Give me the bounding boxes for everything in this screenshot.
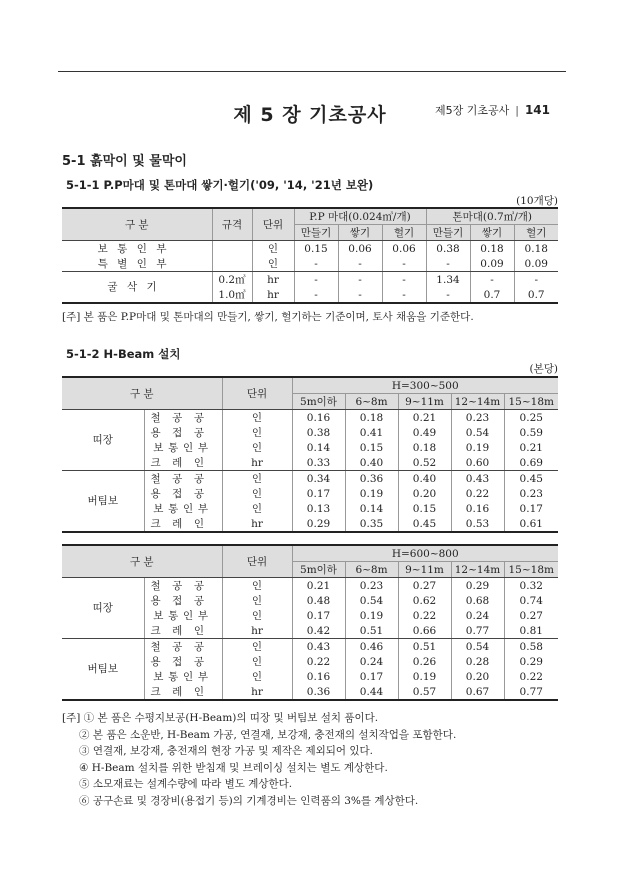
th-length: 15~18m <box>504 562 558 578</box>
header-rule <box>58 71 566 72</box>
note-line: ② 본 품은 소운반, H-Beam 가공, 연결재, 보강재, 충전재의 설치작업을 포함한다. <box>79 728 457 741</box>
row-item: 보통인부 <box>144 608 222 623</box>
cell-value: 0.06 <box>382 241 426 257</box>
cell-value: 0.41 <box>345 425 398 440</box>
row-item: 크레인 <box>144 516 222 532</box>
cell-value: 0.14 <box>345 501 398 516</box>
cell-value: 0.54 <box>451 425 504 440</box>
th-sub: 쌓기 <box>470 225 514 241</box>
header-text: 제5장 기초공사 | 141 <box>434 103 550 117</box>
cell-value: 0.22 <box>519 670 543 683</box>
table1-unit: (10개당) <box>516 195 558 207</box>
cell-value: 0.29 <box>451 578 504 594</box>
header-section: 제5장 기초공사 <box>434 104 510 117</box>
cell-unit: 인 <box>222 654 292 669</box>
cell-value: 0.17 <box>519 502 543 515</box>
cell-value: 0.19 <box>345 608 398 623</box>
cell-value: 0.51 <box>398 639 451 655</box>
cell-value: 0.21 <box>519 441 543 454</box>
th-length: 6~8m <box>345 394 398 410</box>
cell-value: 0.13 <box>292 501 345 516</box>
cell-value: 0.27 <box>398 578 451 594</box>
row-item: 용접공 <box>144 425 222 440</box>
table1-note: [주] 본 품은 P.P마대 및 톤마대의 만들기, 쌓기, 헐기하는 기준이며, 토사 채움을 기준한다. <box>62 311 474 323</box>
cell-value: 0.36 <box>292 684 345 700</box>
th-sub: 헐기 <box>382 225 426 241</box>
cell-value: 0.22 <box>398 608 451 623</box>
cell-value: 0.24 <box>451 608 504 623</box>
th-beam-range: H=600~800 <box>292 545 558 562</box>
page-number: 141 <box>524 103 550 117</box>
running-header <box>0 50 620 117</box>
cell-value: 0.19 <box>398 669 451 684</box>
cell-value: 0.27 <box>519 609 543 622</box>
th-division: 구 분 <box>62 208 212 241</box>
cell-value: 0.15 <box>345 440 398 455</box>
cell-unit: 인 <box>222 425 292 440</box>
cell-value: 0.74 <box>519 594 543 607</box>
th-length: 15~18m <box>504 394 558 410</box>
cell-unit: hr <box>222 455 292 471</box>
note-line: ④ H-Beam 설치를 위한 받침재 및 브레이싱 설치는 별도 계상한다. <box>79 761 388 774</box>
cell-value: 0.48 <box>292 593 345 608</box>
cell-value: 0.38 <box>292 425 345 440</box>
th-length: 9~11m <box>398 562 451 578</box>
cell-value: 0.20 <box>451 669 504 684</box>
table-row <box>62 241 558 257</box>
cell-value: 0.34 <box>292 471 345 487</box>
table-hbeam-600-800 <box>62 544 558 701</box>
cell-value: 0.38 <box>426 241 470 257</box>
table-row <box>62 578 558 594</box>
chapter-title: 제 5 장 기초공사 <box>233 104 387 126</box>
cell-value: 0.06 <box>338 241 382 257</box>
th-length: 5m이하 <box>292 394 345 410</box>
th-sub: 만들기 <box>294 225 338 241</box>
subsection-heading-511: 5-1-1 P.P마대 및 톤마대 쌓기·헐기('09, '14, '21년 보완) <box>66 178 374 192</box>
cell-unit: 인 <box>222 639 292 655</box>
cell-value: 0.29 <box>292 516 345 532</box>
cell-value: 0.45 <box>519 472 543 485</box>
cell-value: 0.18 <box>470 241 514 257</box>
cell-value: 0.17 <box>292 486 345 501</box>
cell-value: 0.53 <box>451 516 504 532</box>
cell-value: 0.16 <box>292 669 345 684</box>
cell-unit: hr <box>222 623 292 639</box>
cell-value: 0.43 <box>292 639 345 655</box>
th-length: 9~11m <box>398 394 451 410</box>
row-label: 보통인부 <box>62 241 212 257</box>
section-heading: 5-1 흙막이 및 물막이 <box>62 154 187 169</box>
cell-unit: hr <box>252 287 294 303</box>
row-item: 보통인부 <box>144 501 222 516</box>
cell-value: - <box>294 272 338 288</box>
th-unit: 단위 <box>222 545 292 578</box>
cell-value: 0.28 <box>451 654 504 669</box>
cell-unit: hr <box>222 516 292 532</box>
group-label: 버팀보 <box>62 639 144 701</box>
cell-value: 0.44 <box>345 684 398 700</box>
row-item: 철공공 <box>144 639 222 655</box>
cell-value: - <box>382 287 426 303</box>
cell-value: 0.49 <box>398 425 451 440</box>
th-sub: 헐기 <box>514 225 558 241</box>
cell-value: - <box>426 256 470 272</box>
cell-value: 0.18 <box>345 410 398 426</box>
cell-value: 0.17 <box>345 669 398 684</box>
table-row <box>62 471 558 487</box>
cell-value: 0.09 <box>470 256 514 272</box>
cell-value: - <box>534 273 539 286</box>
cell-value: 0.32 <box>519 579 543 592</box>
th-unit: 단위 <box>252 208 294 241</box>
table-row <box>62 256 558 272</box>
cell-value: 0.17 <box>292 608 345 623</box>
cell-value: 0.66 <box>398 623 451 639</box>
cell-value: 0.19 <box>345 486 398 501</box>
th-sub: 쌓기 <box>338 225 382 241</box>
cell-value: 0.68 <box>451 593 504 608</box>
cell-unit: 인 <box>222 440 292 455</box>
cell-value: 0.29 <box>519 655 543 668</box>
cell-unit: 인 <box>252 241 294 257</box>
cell-value: 0.14 <box>292 440 345 455</box>
cell-value: 0.60 <box>451 455 504 471</box>
cell-value: - <box>294 287 338 303</box>
table-row <box>62 410 558 426</box>
cell-value: 0.7 <box>470 287 514 303</box>
row-item: 철공공 <box>144 471 222 487</box>
row-label: 특별인부 <box>62 256 212 272</box>
cell-value: 0.20 <box>398 486 451 501</box>
cell-value: - <box>338 287 382 303</box>
subsection-heading-512: 5-1-2 H-Beam 설치 <box>66 347 181 361</box>
th-length: 5m이하 <box>292 562 345 578</box>
cell-value: 0.23 <box>451 410 504 426</box>
cell-unit: 인 <box>222 578 292 594</box>
cell-unit: 인 <box>222 608 292 623</box>
cell-value: 0.15 <box>398 501 451 516</box>
cell-value: 0.45 <box>398 516 451 532</box>
cell-value: 0.21 <box>398 410 451 426</box>
cell-value: 0.59 <box>519 426 543 439</box>
cell-value: 1.34 <box>426 272 470 288</box>
row-item: 크레인 <box>144 623 222 639</box>
th-length: 12~14m <box>451 394 504 410</box>
cell-value: 0.16 <box>451 501 504 516</box>
th-unit: 단위 <box>222 377 292 410</box>
group-label: 띠장 <box>62 578 144 639</box>
row-item: 철공공 <box>144 410 222 426</box>
cell-value: 0.77 <box>504 684 558 700</box>
cell-value: 0.26 <box>398 654 451 669</box>
th-pp-bag: P.P 마대(0.024㎥/개) <box>294 208 426 225</box>
cell-unit: hr <box>222 684 292 700</box>
row-item: 보통인부 <box>144 440 222 455</box>
cell-value: 0.54 <box>345 593 398 608</box>
cell-value: 0.42 <box>292 623 345 639</box>
th-spec: 규격 <box>212 208 252 241</box>
cell-value: 0.09 <box>514 256 558 272</box>
th-division: 구 분 <box>62 377 222 410</box>
cell-value: 0.7 <box>514 287 558 303</box>
cell-spec <box>212 256 252 272</box>
cell-value: 0.19 <box>451 440 504 455</box>
cell-unit: 인 <box>252 256 294 272</box>
cell-value: 0.69 <box>504 455 558 471</box>
cell-value: - <box>294 256 338 272</box>
cell-value: 0.62 <box>398 593 451 608</box>
table2-notes <box>62 710 456 809</box>
row-item: 크레인 <box>144 684 222 700</box>
th-length: 6~8m <box>345 562 398 578</box>
cell-value: 0.23 <box>345 578 398 594</box>
cell-value: - <box>338 256 382 272</box>
note-line: ⑥ 공구손료 및 경장비(용접기 등)의 기계경비는 인력품의 3%를 계상한다. <box>79 794 419 807</box>
cell-value: - <box>382 272 426 288</box>
cell-value: - <box>382 256 426 272</box>
cell-value: 0.33 <box>292 455 345 471</box>
cell-value: 0.25 <box>519 411 543 424</box>
th-division: 구 분 <box>62 545 222 578</box>
cell-value: 0.61 <box>504 516 558 532</box>
cell-spec: 0.2㎥ <box>212 272 252 288</box>
cell-value: 0.67 <box>451 684 504 700</box>
cell-value: 0.81 <box>504 623 558 639</box>
th-beam-range: H=300~500 <box>292 377 558 394</box>
cell-value: 0.16 <box>292 410 345 426</box>
th-ton-bag: 톤마대(0.7㎥/개) <box>426 208 558 225</box>
group-label: 버팀보 <box>62 471 144 533</box>
table-pp-sandbag <box>62 207 558 304</box>
row-item: 용접공 <box>144 593 222 608</box>
cell-unit: 인 <box>222 501 292 516</box>
cell-value: 0.51 <box>345 623 398 639</box>
cell-spec <box>212 241 252 257</box>
cell-value: 0.46 <box>345 639 398 655</box>
cell-value: - <box>470 272 514 288</box>
row-item: 보통인부 <box>144 669 222 684</box>
cell-value: 0.22 <box>292 654 345 669</box>
note-line: ③ 연결재, 보강재, 충전재의 현장 가공 및 제작은 제외되어 있다. <box>79 745 373 757</box>
cell-value: 0.77 <box>451 623 504 639</box>
note-line: ⑤ 소모재료는 설계수량에 따라 별도 계상한다. <box>79 778 293 790</box>
cell-unit: 인 <box>222 593 292 608</box>
cell-value: 0.15 <box>294 241 338 257</box>
cell-value: 0.58 <box>519 640 543 653</box>
cell-unit: 인 <box>222 410 292 426</box>
cell-value: 0.57 <box>398 684 451 700</box>
cell-value: 0.35 <box>345 516 398 532</box>
cell-value: 0.40 <box>398 471 451 487</box>
row-item: 용접공 <box>144 654 222 669</box>
cell-value: 0.24 <box>345 654 398 669</box>
group-label: 띠장 <box>62 410 144 471</box>
cell-value: 0.22 <box>451 486 504 501</box>
table-hbeam-300-500 <box>62 376 558 533</box>
row-label-excavator: 굴삭기 <box>62 272 212 304</box>
row-item: 크레인 <box>144 455 222 471</box>
cell-value: 0.21 <box>292 578 345 594</box>
cell-value: 0.52 <box>398 455 451 471</box>
cell-value: - <box>338 272 382 288</box>
cell-value: 0.18 <box>398 440 451 455</box>
th-length: 12~14m <box>451 562 504 578</box>
cell-value: 0.36 <box>345 471 398 487</box>
cell-value: - <box>426 287 470 303</box>
cell-spec: 1.0㎥ <box>212 287 252 303</box>
row-item: 철공공 <box>144 578 222 594</box>
table2-unit: (본당) <box>529 363 558 375</box>
cell-unit: 인 <box>222 471 292 487</box>
table-row <box>62 639 558 655</box>
cell-unit: hr <box>252 272 294 288</box>
note-line: [주] ① 본 품은 수평지보공(H-Beam)의 띠장 및 버팀보 설치 품이다. <box>62 712 379 724</box>
cell-value: 0.54 <box>451 639 504 655</box>
row-item: 용접공 <box>144 486 222 501</box>
th-sub: 만들기 <box>426 225 470 241</box>
cell-value: 0.43 <box>451 471 504 487</box>
cell-unit: 인 <box>222 669 292 684</box>
table-row <box>62 272 558 288</box>
cell-value: 0.23 <box>519 487 543 500</box>
cell-unit: 인 <box>222 486 292 501</box>
cell-value: 0.40 <box>345 455 398 471</box>
cell-value: 0.18 <box>524 242 548 255</box>
